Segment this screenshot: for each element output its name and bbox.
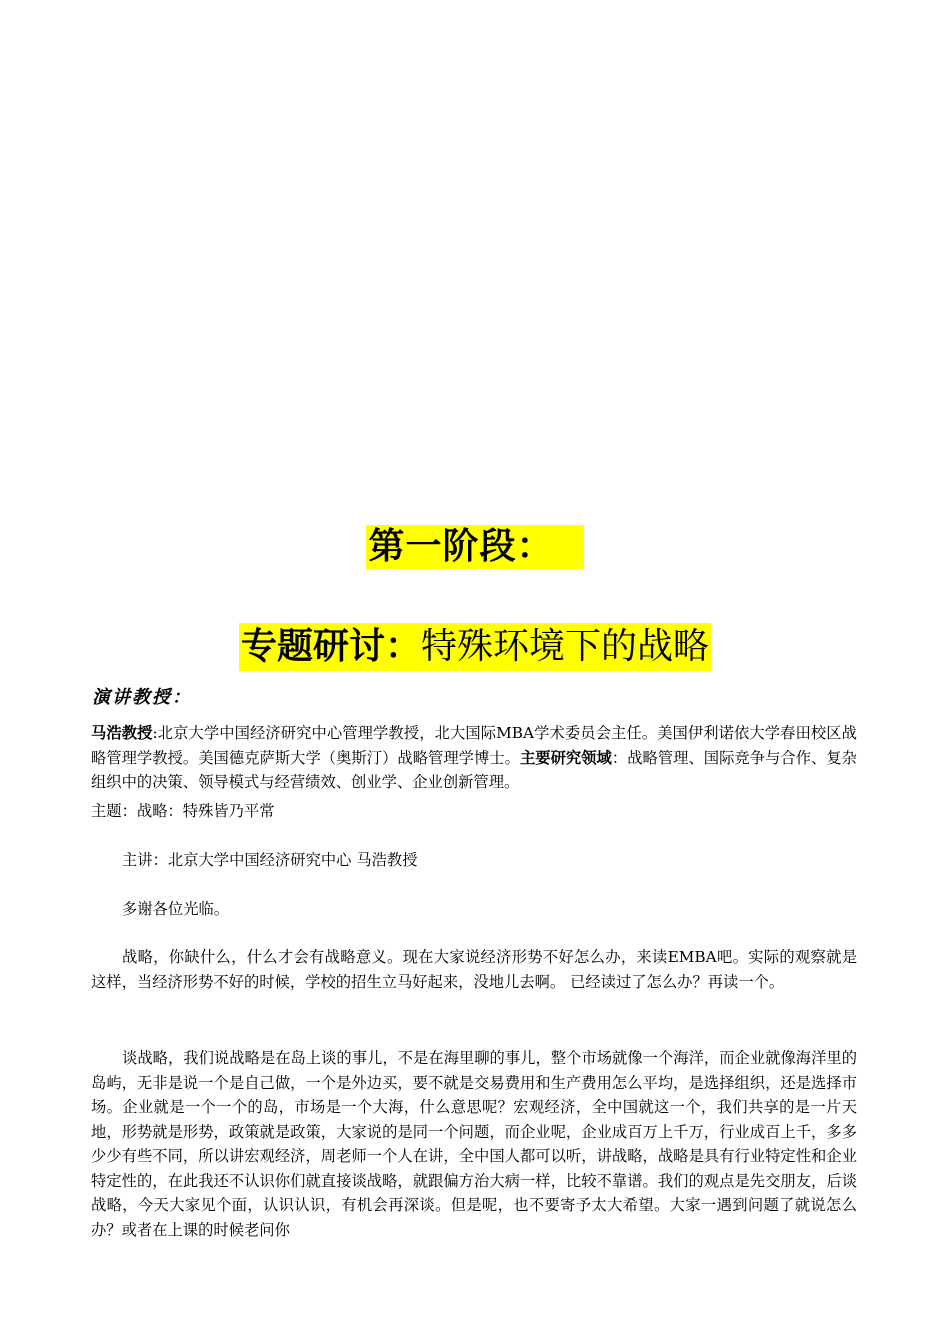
speaker-label: 演讲教授： [92, 687, 192, 708]
presenter-line: 主讲：北京大学中国经济研究中心 马浩教授 [122, 851, 418, 869]
speaker-bio [91, 721, 857, 795]
thanks-line: 多谢各位光临。 [122, 900, 230, 918]
research-field-label: 主要研究领域 [519, 748, 612, 767]
topic-title: 特殊环境下的战略 [421, 626, 710, 667]
topic-prefix: 专题研讨： [240, 626, 421, 667]
speaker-name: 马浩教授 [91, 724, 153, 742]
paragraph-2: 谈战略，我们说战略是在岛上谈的事儿，不是在海里聊的事儿，整个市场就像一个海洋，而企业就像海洋里的岛屿，无非是说一个是自己做，一个是外边买，要不就是交易费用和生产费用怎么平均，是选择组织，还是选择市场。企业就是一个一个的岛，市场是一个大海，什么意思呢？宏观经济，全中国就这一个，我们共享的是一片天地，形势就是形势，政策就是政策，大家说的是同一个问题，而企业呢，企业成百万上千万，行业成百上千，多多少少有些不同，所以讲宏观经济，周老师一个人在讲，全中国人都可以听，讲战略，战略是具有行业特定性和企业特定性的，在此我还不认识你们就直接谈战略，就跟偏方治大病一样，比较不靠谱。我们的观点是先交朋友，后谈战略，今天大家见个面，认识认识，有机会再深谈。但是呢，也不要寄予太大希望。大家一遇到问题了就说怎么办？或者在上课的时候老问你 [91, 1049, 857, 1239]
paragraph-1: 战略，你缺什么，什么才会有战略意义。现在大家说经济形势不好怎么办，来读EMBA吧。实际的观察就是这样，当经济形势不好的时候，学校的招生立马好起来，没地儿去啊。 已经读过了怎么办？再读一个。 [91, 948, 857, 991]
research-fields: ：战略管理、国际竞争与合作、复杂组织中的决策、领导模式与经营绩效、创业学、企业创新管理。 [91, 748, 857, 791]
speaker-intro: :北京大学中国经济研究中心管理学教授，北大国际MBA学术委员会主任。美国伊利诺依大学春田校区战略管理学教授。美国德克萨斯大学（奥斯汀）战略管理学博士。 [91, 724, 857, 767]
stage-heading [0, 525, 950, 569]
theme-line: 主题：战略：特殊皆乃平常 [91, 802, 275, 820]
topic-title-highlight [239, 623, 711, 671]
stage-title: 第一阶段： [366, 525, 583, 569]
topic-heading [0, 623, 950, 671]
